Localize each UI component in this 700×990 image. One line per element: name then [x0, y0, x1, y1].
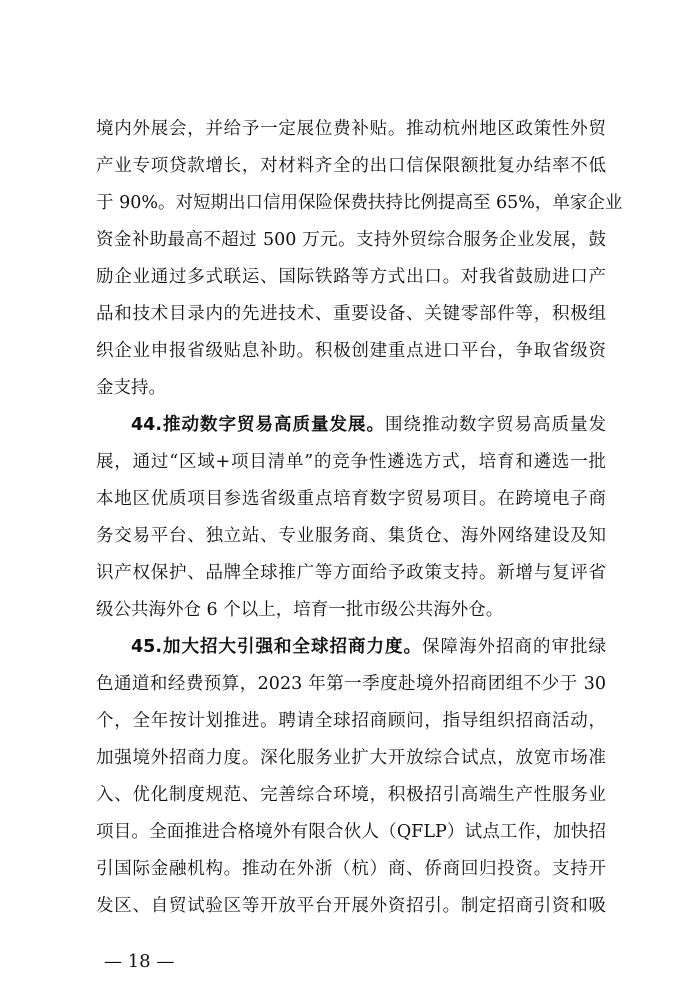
text-line: 本地区优质项目参选省级重点培育数字贸易项目。在跨境电子商: [96, 489, 606, 509]
text-line: 加强境外招商力度。深化服务业扩大开放综合试点，放宽市场准: [96, 748, 606, 768]
text-line: 项目。全面推进合格境外有限合伙人（QFLP）试点工作，加快招: [96, 822, 606, 842]
text-line: 务交易平台、独立站、专业服务商、集货仓、海外网络建设及知: [96, 526, 606, 546]
section-heading-44: 44.推动数字贸易高质量发展。: [131, 415, 385, 435]
text-line: 入、优化制度规范、完善综合环境，积极招引高端生产性服务业: [96, 785, 606, 805]
text-line: 展，通过“区域+项目清单”的竞争性遴选方式，培育和遴选一批: [96, 452, 606, 472]
text-line: 识产权保护、品牌全球推广等方面给予政策支持。新增与复评省: [96, 563, 606, 583]
section-44-intro-text: 围绕推动数字贸易高质量发: [385, 415, 606, 435]
text-line: 资金补助最高不超过 500 万元。支持外贸综合服务企业发展，鼓: [96, 230, 606, 250]
text-line: 于 90%。对短期出口信用保险保费扶持比例提高至 65%，单家企业: [96, 193, 623, 213]
text-line: 品和技术目录内的先进技术、重要设备、关键零部件等，积极组: [96, 304, 606, 324]
text-line: 织企业申报省级贴息补助。积极创建重点进口平台，争取省级资: [96, 341, 606, 361]
section-heading-45: 45.加大招大引强和全球招商力度。: [131, 637, 422, 657]
text-line: 个，全年按计划推进。聘请全球招商顾问，指导组织招商活动，: [96, 711, 606, 731]
text-line: 发区、自贸试验区等开放平台开展外资招引。制定招商引资和吸: [96, 896, 606, 916]
text-line: 励企业通过多式联运、国际铁路等方式出口。对我省鼓励进口产: [96, 267, 606, 287]
section-45-intro-text: 保障海外招商的审批绿: [422, 637, 606, 657]
text-line: 级公共海外仓 6 个以上，培育一批市级公共海外仓。: [96, 600, 504, 620]
page-number: — 18 —: [104, 951, 175, 972]
section-45-first-line: [131, 632, 606, 662]
section-44-first-line: [131, 410, 606, 440]
text-line: 色通道和经费预算，2023 年第一季度赴境外招商团组不少于 30: [96, 674, 606, 694]
text-line: 境内外展会，并给予一定展位费补贴。推动杭州地区政策性外贸: [96, 119, 606, 139]
text-line: 金支持。: [96, 378, 166, 398]
text-line: 产业专项贷款增长，对材料齐全的出口信保限额批复办结率不低: [96, 156, 606, 176]
text-line: 引国际金融机构。推动在外浙（杭）商、侨商回归投资。支持开: [96, 859, 606, 879]
